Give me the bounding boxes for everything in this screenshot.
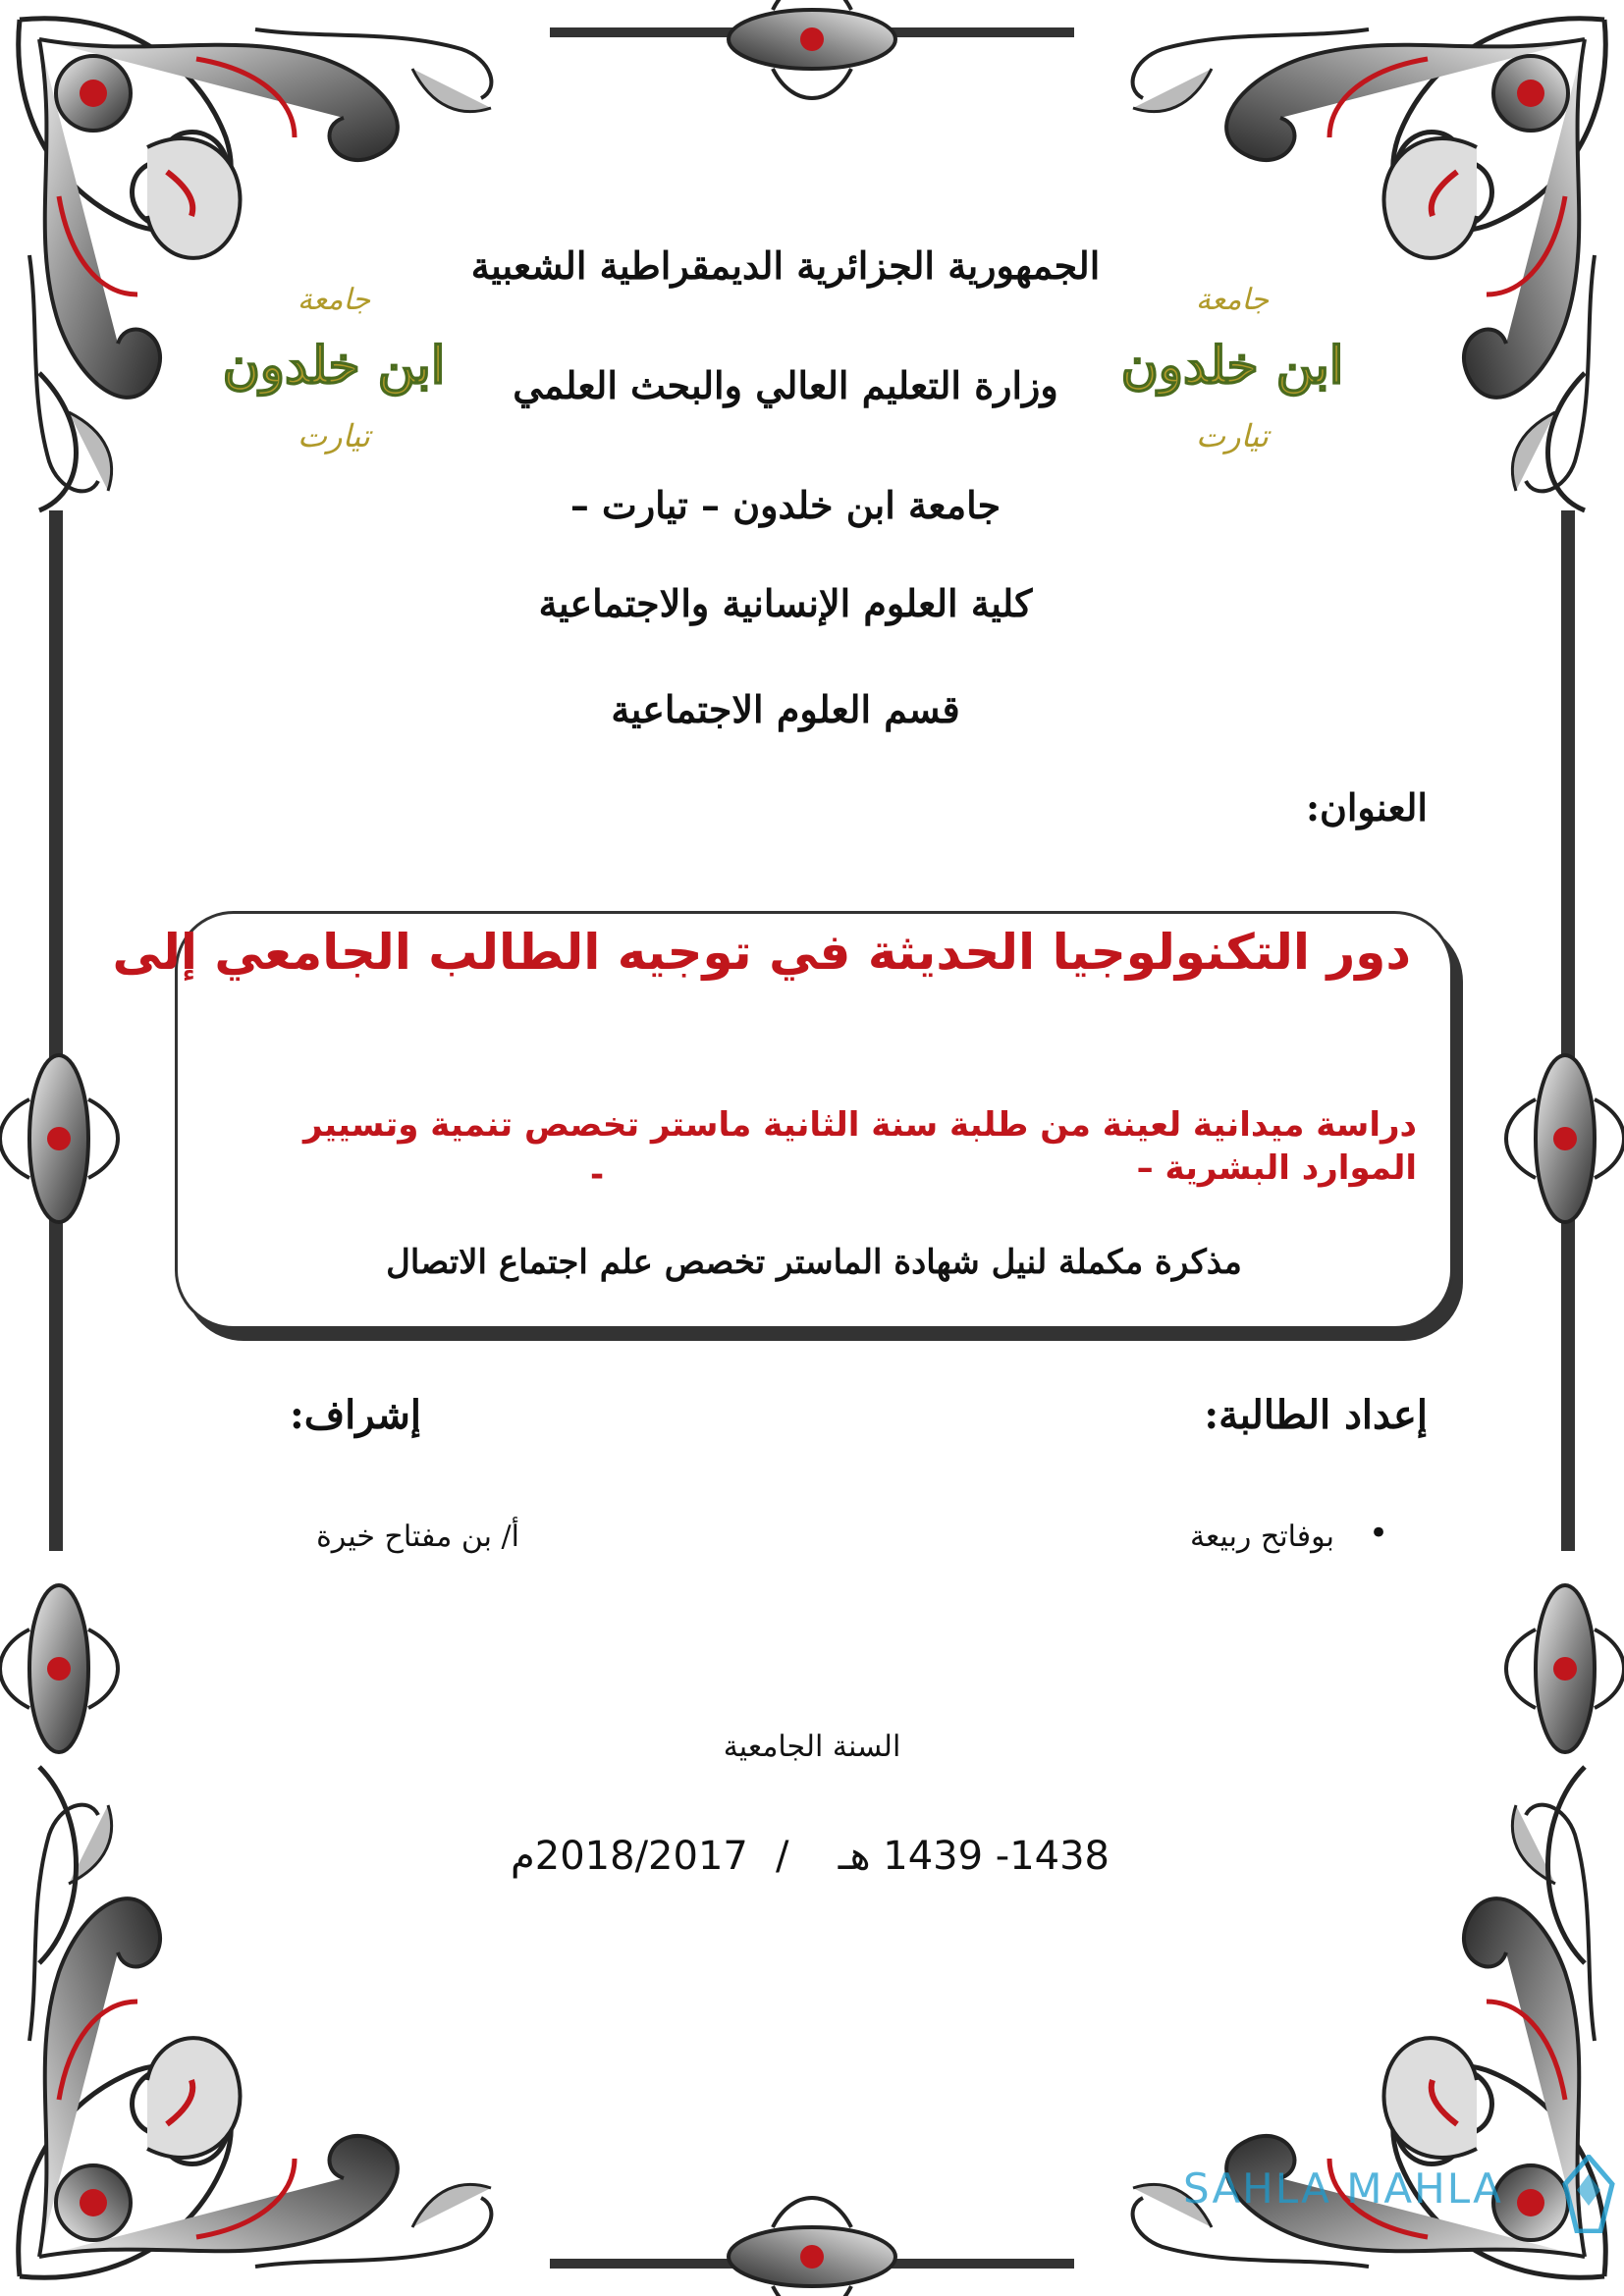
header-republic: الجمهورية الجزائرية الديمقراطية الشعبية [470,243,1101,288]
title-label: العنوان: [1305,785,1428,829]
thesis-memo-line: مذكرة مكملة لنيل شهادة الماستر تخصص علم اجتماع الاتصال [386,1243,1242,1282]
logo-bottom-text: تيارت [298,417,370,454]
logo-main-text: ابن خلدون [222,336,446,396]
student-name: بوفاتح ربيعة [1189,1520,1334,1554]
header-university: جامعة ابن خلدون – تيارت – [569,483,1001,527]
thesis-subtitle-dash: - [590,1155,605,1195]
student-bullet: • [1368,1514,1388,1553]
header-ministry: وزارة التعليم العالي والبحث العلمي [513,363,1058,407]
prepared-by-label: إعداد الطالبة: [1204,1392,1428,1438]
thesis-subtitle: دراسة ميدانية لعينة من طلبة سنة الثانية ماستر تخصص تنمية وتسيير الموارد البشرية – [302,1105,1417,1188]
logo-top-text: جامعة [297,283,371,317]
sahla-mahla-logo-icon [1561,2155,1616,2233]
supervision-label: إشراف: [289,1392,421,1438]
supervisor-name: أ/ بن مفتاح خيرة [316,1520,519,1554]
title-box [112,911,1453,1329]
logo-main-text: ابن خلدون [1120,336,1344,396]
header-department: قسم العلوم الاجتماعية [611,687,960,731]
sahla-mahla-watermark: SAHLA MAHLA [1183,2164,1503,2213]
academic-year-label: السنة الجامعية [723,1730,901,1764]
academic-year-separator: / [776,1834,789,1879]
academic-year-gregorian: 2018/2017م [511,1834,748,1879]
header-faculty: كلية العلوم الإنسانية والاجتماعية [538,581,1033,625]
academic-year-values [491,1834,1139,1893]
logo-top-text: جامعة [1195,283,1270,317]
thesis-main-title: دور التكنولوجيا الحديثة في توجيه الطالب الجامعي إلى [112,924,1411,981]
logo-bottom-text: تيارت [1196,417,1269,454]
academic-year-hijri: 1438- 1439 هـ [838,1834,1110,1879]
